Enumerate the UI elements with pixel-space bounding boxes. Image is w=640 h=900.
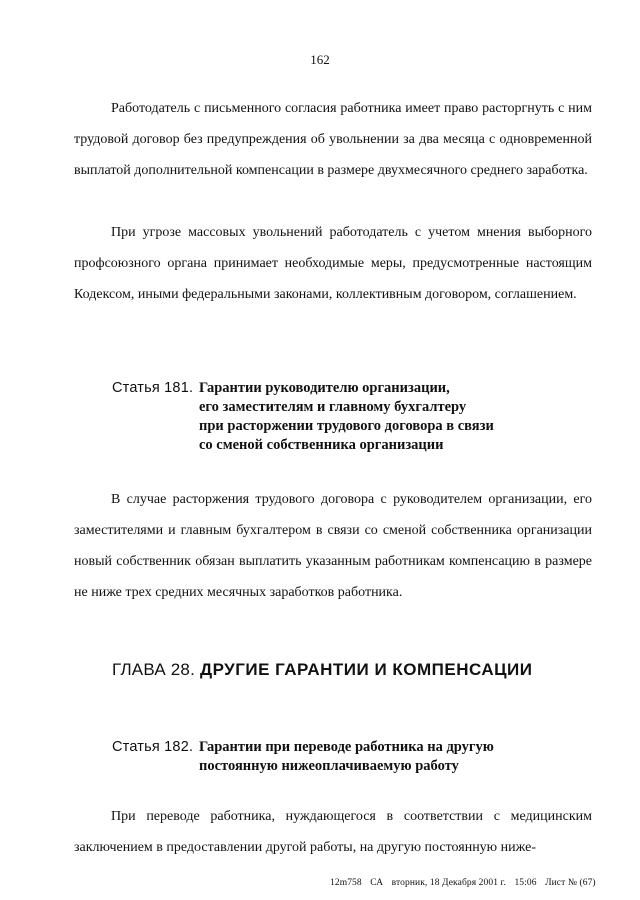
- article-182-title: [199, 738, 494, 776]
- chapter-28-heading: [112, 660, 532, 680]
- article-182-title-line: постоянную нижеоплачиваемую работу: [199, 758, 459, 774]
- footer-time: 15:06: [514, 878, 537, 888]
- footer-sheet: Лист № (67): [545, 878, 596, 888]
- article-182-body: При переводе работника, нуждающегося в соответствии с медицинским заключением в предоставлении другой работы, на другую постоянную ниже-: [74, 809, 592, 855]
- article-182-title-line: Гарантии при переводе работника на другую: [199, 739, 494, 755]
- footer-date: вторник, 18 Декабря 2001 г.: [391, 878, 506, 888]
- article-182-heading: [112, 738, 592, 776]
- article-181-label: Статья 181.: [112, 380, 194, 396]
- footer-doc-id: 12m758: [330, 878, 362, 888]
- page-number: 162: [310, 52, 330, 67]
- article-181-title-line: его заместителям и главному бухгалтеру: [199, 399, 467, 415]
- chapter-28-label: ГЛАВА 28.: [112, 660, 196, 679]
- article-181-body: В случае расторжения трудового договора с руководителем организации, его заместителями и главным бухгалтером в связи со сменой собственника организации новый собственник обязан выплатить указанным работникам компенсацию в размере не ниже трех средних месячных заработков работника.: [74, 492, 592, 600]
- article-181-title-line: Гарантии руководителю организации,: [199, 380, 450, 396]
- article-181-title-line: со сменой собственника организации: [199, 437, 444, 453]
- print-footer: [330, 878, 602, 888]
- article-182-label: Статья 182.: [112, 739, 194, 755]
- article-181-heading: [112, 379, 592, 455]
- paragraph-employer-consent: Работодатель с письменного согласия работника имеет право расторгнуть с ним трудовой договор без предупреждения об увольнении за два месяца с одновременной выплатой дополнительной компенсации в размере двухмесячного среднего заработка.: [74, 101, 592, 178]
- chapter-28-title: ДРУГИЕ ГАРАНТИИ И КОМПЕНСАЦИИ: [199, 660, 533, 679]
- article-181-title-line: при расторжении трудового договора в связи: [199, 418, 494, 434]
- article-181-title: [199, 379, 494, 455]
- paragraph-mass-layoffs: При угрозе массовых увольнений работодатель с учетом мнения выборного профсоюзного органа принимает необходимые меры, предусмотренные настоящим Кодексом, иными федеральными законами, коллективным договором, соглашением.: [74, 225, 592, 302]
- footer-code: СА: [370, 878, 384, 888]
